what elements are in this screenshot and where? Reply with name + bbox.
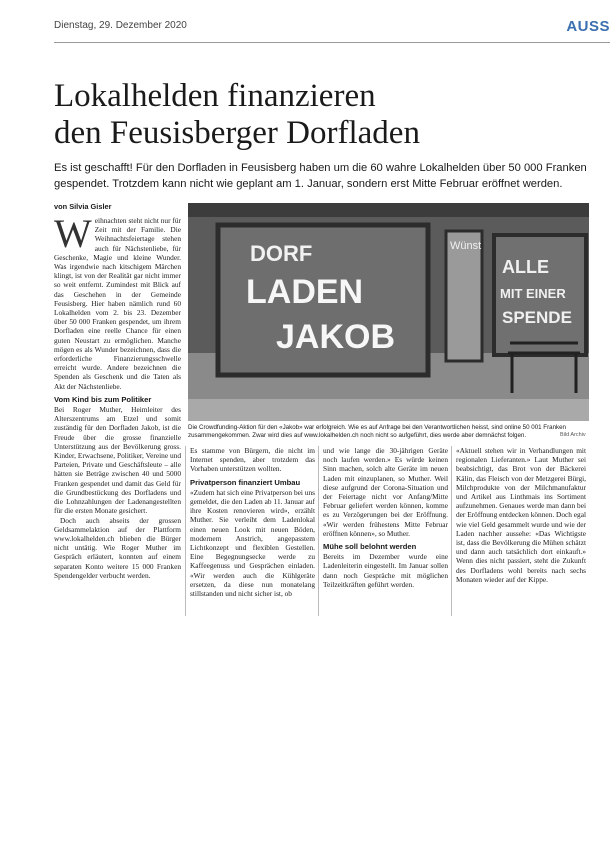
- photo-credit: Bild Archiv: [560, 432, 586, 438]
- paragraph: und wie lange die 30-jährigen Geräte noch laufen werden.» Es würde keinen Sinn machen, solch alte Geräte im neuen Laden mit einzuplanen, so Muther. Weil diese aufgrund der Corona-Situation und der Feiertage nicht vor Anfang/Mitte Februar geliefert werden können, komme es zu Verzögerungen bei der Eröffnung. «Wir werden frühestens Mitte Februar eröffnen können», so Muther.: [323, 446, 448, 538]
- column-2: [190, 446, 315, 598]
- intro-paragraph: Weihnachten steht nicht nur für Zeit mit der Familie. Die Weihnachtsfeiertage stehen auch für Nächstenliebe, für Geschenke, Magie und kleine Wunder. Was irgendwie nach kitschigem Märchen klingt, ist von der Realität gar nicht immer so weit entfernt. Zumindest mit Blick auf das Geschehen in der Gemeinde Feusisberg. Hier haben nämlich rund 60 Lokalhelden vom 2. bis 23. Dezember über 50 000 Franken gespendet, um ihrem Dorfladen eine reelle Chance für einen guten Neustart zu ermöglichen. Manche mögen es als Wunder bezeichnen, dass die erforderliche Finanzierungsschwelle erreicht wurde. Andere bezeichnen die Spenden als Geschenk und die Taten als Akt der Nächstenliebe.: [54, 211, 181, 391]
- column-divider: [318, 446, 319, 616]
- paragraph: Bereits im Dezember wurde eine Ladenleiterin eingestellt. Im Januar sollen dann noch Gespräche mit möglichen Teilzeitkräften geführt werden.: [323, 552, 448, 589]
- column-divider: [185, 446, 186, 616]
- window-text: ALLE: [502, 257, 549, 277]
- storefront-photo: [188, 203, 589, 421]
- byline: von Silvia Gisler: [54, 202, 112, 211]
- column-4: [456, 446, 586, 584]
- window-text: Wünst: [450, 240, 482, 252]
- headline-line-1: Lokalhelden finanzieren: [54, 78, 376, 114]
- paragraph: Es stamme von Bürgern, die nicht im Internet spenden, aber trotzdem das Vorhaben unterstützen wollten.: [190, 446, 315, 474]
- subheading-3: Mühe soll belohnt werden: [323, 542, 417, 552]
- paragraph: Bei Roger Muther, Heimleiter des Alterszentrums am Etzel und somit zuständig für den Dorfladen Jakob, ist die Freude über die grosse finanzielle Unterstützung aus der Bevölkerung gross. Kinder, Erwachsene, Politiker, Vereine und Parteien, Private und Geschäftsleute – alle hätten sie Beträge zwischen 40 und 5000 Franken gespendet und damit das Geld für die Grundbestückung des Dorfladens und die Lohnzahlungen der Ladenangestellten für die ersten Monate gesichert.: [54, 405, 181, 516]
- window-text: JAKOB: [276, 318, 396, 356]
- window-text: MIT EINER: [500, 286, 566, 301]
- paragraph: «Zudem hat sich eine Privatperson bei uns gemeldet, die den Laden ab 11. Januar auf ihre Kosten renovieren wird», erzählt Muther. Sie verleiht dem Ladenlokal einen neuen Look mit neuen Böden, modernem Anstrich, angepasstem Lichtkonzept und flexiblen Gestellen. Eine Begegnungsecke werde zu Kaffeegenuss und Gesprächen einladen. «Wir werden auch die Kühlgeräte ersetzen, da diese nun monatelang stillstanden und nicht sicher ist, ob: [190, 487, 315, 599]
- headline-line-2: den Feusisberger Dorfladen: [54, 115, 420, 151]
- drop-cap: W: [54, 211, 92, 256]
- headline: [54, 78, 594, 152]
- photo-caption: Die Crowdfunding-Aktion für den «Jakob» war erfolgreich. Wie es auf Anfrage bei den Verantwortlichen heisst, sind online 50 001 Franken zusammengekommen. Zwar wird dies auf www.lokalhelden.ch noch nicht so aufgeführt, dies werde aber demnächst folgen.: [188, 424, 566, 439]
- dateline: Dienstag, 29. Dezember 2020: [54, 20, 187, 31]
- column-1: [54, 211, 181, 580]
- paragraph: «Aktuell stehen wir in Verhandlungen mit regionalen Lieferanten.» Laut Muther sei beabsichtigt, das Brot von der Bäckerei Kälin, das Fleisch von der Metzgerei Bürgi, Milchprodukte von der Milchmanufaktur und Artikel aus Linthmais ins Sortiment aufzunehmen. Genaues werde man dann bei der Eröffnung entdecken können. Doch egal wie viel Geld gesammelt wurde und wie der Laden nachher aussehe: «Das Wichtigste ist, dass die Bevölkerung die Mühen schätzt und dann auch tatsächlich dort einkauft.» Wenn dies nicht passiert, steht die Zukunft des Dorfladens wohl bereits nach sechs Monaten wieder auf der Kippe.: [456, 446, 586, 584]
- header-divider: [54, 42, 610, 43]
- window-text: DORF: [250, 241, 313, 266]
- window-text: SPENDE: [502, 308, 572, 327]
- paragraph: Doch auch abseits der grossen Geldsammelaktion auf der Plattform www.lokalhelden.ch blieben die Bürger nicht untätig. Wie Roger Muther im Gespräch erläutert, konnten auf einem separaten Konto weitere 15 000 Franken Spendengelder verbucht werden.: [54, 515, 181, 580]
- storefront-illustration: [188, 203, 589, 421]
- column-divider: [451, 446, 452, 616]
- column-3: [323, 446, 448, 589]
- lead-paragraph: Es ist geschafft! Für den Dorfladen in Feusisberg haben um die 60 wahre Lokalhelden über 50 000 Franken gespendet. Trotzdem kann nicht wie geplant am 1. Januar, sondern erst Mitte Februar eröffnet werden.: [54, 162, 587, 190]
- window-text: LADEN: [246, 273, 364, 311]
- subheading-2: Privatperson finanziert Umbau: [190, 477, 301, 487]
- subheading-1: Vom Kind bis zum Politiker: [54, 394, 152, 404]
- section-label: AUSS: [566, 18, 610, 35]
